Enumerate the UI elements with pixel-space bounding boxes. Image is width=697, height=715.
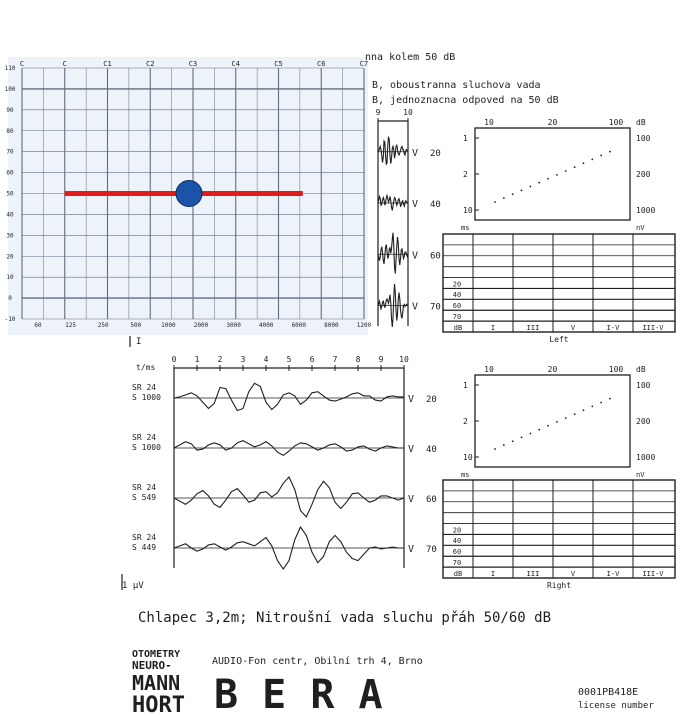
level-label: 70 — [426, 545, 437, 555]
bottom-tick-label: 60 — [34, 322, 42, 329]
time-tick-label: 5 — [286, 355, 292, 364]
y-tick-label: 110 — [4, 65, 16, 72]
latency-reference-dot — [609, 151, 611, 153]
top-tick-label: C5 — [274, 60, 283, 68]
latency-reference-dot — [547, 425, 549, 427]
bottom-tick-label: 3000 — [226, 322, 241, 329]
peak-table — [443, 480, 675, 590]
bottom-tick-label: 8000 — [324, 322, 339, 329]
stim-label-a: SR 24 — [132, 383, 157, 392]
latency-reference-dot — [591, 158, 593, 160]
table-row-label: 40 — [452, 537, 462, 546]
bottom-tick-label: 2000 — [193, 322, 209, 329]
table-row-label: 20 — [452, 280, 462, 289]
latency-reference-dot — [494, 448, 496, 450]
latency-right-tick: 100 — [636, 134, 651, 143]
waveform-trace — [174, 477, 404, 517]
bottom-tick-label: 1000 — [161, 322, 176, 329]
latency-reference-dot — [503, 197, 505, 199]
time-tick-label: 4 — [263, 355, 269, 364]
latency-left-tick: 2 — [463, 417, 468, 426]
latency-left-tick: 1 — [463, 381, 468, 390]
upper-scale-mark: I — [136, 337, 142, 347]
waveform-trace — [378, 196, 408, 211]
time-tick-label: 1 — [194, 355, 200, 364]
table-column-header: III — [526, 570, 540, 578]
bottom-tick-label: 1200 — [356, 322, 372, 329]
time-unit-label: t/ms — [136, 363, 156, 372]
level-label: 20 — [430, 148, 441, 159]
marker-v: V — [412, 250, 419, 262]
waveform-trace — [174, 383, 404, 410]
latency-left-unit: ms — [461, 471, 470, 479]
y-tick-label: 50 — [6, 190, 14, 198]
serial-number: 0001PB418E — [578, 687, 639, 698]
y-tick-label: 20 — [6, 253, 14, 261]
caption: Chlapec 3,2m; Nitroušní vada sluchu přáh 50/60 dB — [138, 610, 552, 626]
time-tick-label: 7 — [332, 355, 338, 364]
time-tick-label: 10 — [403, 108, 413, 117]
latency-top-tick: 100 — [608, 365, 624, 374]
latency-reference-dot — [609, 398, 611, 400]
stim-label-b: S 549 — [132, 493, 157, 502]
marker-v: V — [412, 301, 419, 313]
level-label: 20 — [426, 395, 437, 405]
top-tick-label: C1 — [103, 60, 112, 68]
latency-reference-dot — [512, 440, 514, 442]
latency-top-unit: dB — [636, 118, 646, 127]
time-tick-label: 6 — [309, 355, 315, 364]
time-tick-label: 9 — [375, 108, 381, 117]
latency-top-tick: 10 — [484, 118, 494, 127]
latency-reference-dot — [565, 417, 567, 419]
table-row-label: 20 — [452, 526, 462, 535]
table-row-label: 70 — [452, 558, 462, 567]
time-tick-label: 8 — [355, 355, 361, 364]
latency-reference-dot — [556, 421, 558, 423]
blue-marker — [176, 181, 202, 207]
latency-right-unit: nV — [636, 471, 645, 479]
latency-top-unit: dB — [636, 365, 646, 374]
table-side-label: Left — [549, 335, 569, 344]
latency-left-tick: 2 — [463, 170, 468, 179]
table-frame — [443, 480, 675, 578]
table-column-header: dB — [453, 570, 463, 578]
audiogram-chart — [5, 57, 372, 335]
latency-right-tick: 200 — [636, 417, 651, 426]
bera-title: B E R A — [214, 672, 383, 715]
license-label: license number — [578, 701, 654, 711]
bottom-tick-label: 4000 — [258, 322, 274, 329]
table-column-header: I — [490, 324, 496, 332]
latency-reference-dot — [503, 444, 505, 446]
latency-top-tick: 100 — [608, 118, 624, 127]
y-tick-label: 90 — [6, 106, 14, 114]
table-row-label: 60 — [452, 302, 462, 311]
latency-reference-dot — [600, 155, 602, 157]
stim-label-b: S 1000 — [132, 393, 161, 402]
table-frame — [443, 234, 675, 332]
stim-label-b: S 1000 — [132, 443, 161, 452]
scale-label: 1 µV — [122, 581, 144, 591]
latency-right-tick: 200 — [636, 170, 651, 179]
marker-v: V — [412, 199, 419, 210]
latency-frame — [475, 128, 630, 220]
latency-plot — [461, 118, 655, 232]
latency-frame — [475, 375, 630, 467]
latency-reference-dot — [591, 405, 593, 407]
latency-reference-dot — [574, 166, 576, 168]
top-tick-label: C7 — [359, 60, 369, 68]
top-tick-label: C4 — [231, 60, 240, 68]
header-line-3: B, jednoznacna odpoved na 50 dB — [372, 95, 559, 106]
peak-table — [443, 234, 675, 344]
table-column-header: III-V — [642, 570, 664, 578]
header-notes — [365, 52, 559, 106]
table-column-header: I-V — [606, 324, 620, 332]
latency-reference-dot — [547, 178, 549, 180]
y-tick-label: 60 — [6, 169, 14, 177]
bottom-tick-label: 250 — [97, 322, 109, 329]
header-line-1: nna kolem 50 dB — [365, 52, 456, 63]
latency-top-tick: 20 — [547, 365, 558, 374]
table-row-label: 40 — [452, 291, 462, 300]
latency-plot — [461, 365, 655, 479]
table-column-header: I-V — [606, 570, 620, 578]
marker-v: V — [408, 494, 415, 505]
time-tick-label: 3 — [240, 355, 246, 364]
header-line-2: B, oboustranna sluchova vada — [372, 80, 541, 91]
latency-reference-dot — [574, 413, 576, 415]
bottom-tick-label: 500 — [130, 322, 142, 329]
time-tick-label: 10 — [399, 355, 409, 364]
top-tick-label: C — [62, 60, 67, 68]
table-row-label: 60 — [452, 548, 462, 557]
latency-top-tick: 10 — [484, 365, 494, 374]
y-tick-label: -10 — [4, 316, 16, 323]
latency-reference-dot — [512, 193, 514, 195]
latency-right-tick: 1000 — [636, 206, 656, 215]
y-tick-label: 10 — [6, 274, 14, 282]
level-label: 40 — [426, 445, 437, 455]
top-tick-label: C — [19, 60, 25, 68]
level-label: 40 — [430, 200, 441, 210]
top-tick-label: C6 — [317, 60, 326, 68]
y-tick-label: 40 — [6, 211, 14, 219]
time-tick-label: 0 — [171, 355, 177, 364]
table-side-label: Right — [546, 581, 572, 590]
table-column-header: V — [570, 324, 576, 332]
latency-reference-dot — [538, 429, 540, 431]
top-tick-label: C3 — [188, 60, 198, 68]
brand-mann: MANN — [132, 671, 181, 695]
latency-right-tick: 100 — [636, 381, 651, 390]
time-tick-label: 2 — [217, 355, 223, 364]
table-column-header: I — [490, 570, 496, 578]
stim-label-a: SR 24 — [132, 433, 157, 442]
y-tick-label: 80 — [6, 127, 14, 135]
brand-otometry: OTOMETRY — [132, 649, 181, 660]
table-row-label: 70 — [452, 312, 462, 321]
latency-reference-dot — [529, 186, 531, 188]
latency-reference-dot — [494, 201, 496, 203]
table-column-header: III-V — [642, 324, 664, 332]
bottom-tick-label: 6000 — [291, 322, 307, 329]
latency-left-tick: 10 — [463, 206, 473, 215]
report-footer — [132, 610, 654, 715]
waveform-panel — [376, 108, 441, 327]
level-label: 70 — [430, 302, 441, 313]
latency-reference-dot — [583, 162, 585, 164]
y-tick-label: 30 — [6, 232, 14, 240]
y-tick-label: 100 — [4, 85, 16, 93]
stim-label-a: SR 24 — [132, 533, 157, 542]
latency-reference-dot — [583, 409, 585, 411]
stim-label-b: S 449 — [132, 543, 157, 552]
latency-left-tick: 1 — [463, 134, 468, 143]
latency-reference-dot — [556, 174, 558, 176]
waveform-panel — [132, 355, 437, 569]
latency-reference-dot — [538, 182, 540, 184]
latency-top-tick: 20 — [547, 118, 558, 127]
level-label: 60 — [430, 251, 441, 262]
latency-right-tick: 1000 — [636, 453, 656, 462]
marker-v: V — [408, 544, 415, 555]
stim-label-a: SR 24 — [132, 483, 157, 492]
latency-reference-dot — [521, 189, 523, 191]
latency-reference-dot — [529, 433, 531, 435]
table-column-header: V — [570, 570, 576, 578]
y-tick-label: 0 — [8, 295, 12, 303]
level-label: 60 — [426, 495, 437, 505]
latency-reference-dot — [600, 402, 602, 404]
marker-v: V — [408, 444, 415, 455]
table-column-header: III — [526, 324, 540, 332]
address: AUDIO-Fon centr, Obilní trh 4, Brno — [212, 656, 423, 667]
latency-left-unit: ms — [461, 224, 470, 232]
marker-v: V — [408, 394, 415, 405]
latency-right-unit: nV — [636, 224, 645, 232]
latency-left-tick: 10 — [463, 453, 473, 462]
marker-v: V — [412, 147, 419, 159]
table-column-header: dB — [453, 324, 463, 332]
brand-neuro: NEURO- — [132, 659, 172, 672]
time-tick-label: 9 — [378, 355, 384, 364]
bottom-tick-label: 125 — [65, 322, 77, 329]
waveform-trace — [378, 284, 408, 327]
waveform-trace — [378, 233, 408, 274]
top-tick-label: C2 — [146, 60, 155, 68]
latency-reference-dot — [565, 170, 567, 172]
brand-hort: HORT — [132, 693, 185, 715]
y-tick-label: 70 — [6, 148, 14, 156]
latency-reference-dot — [521, 436, 523, 438]
waveform-trace — [378, 137, 408, 165]
